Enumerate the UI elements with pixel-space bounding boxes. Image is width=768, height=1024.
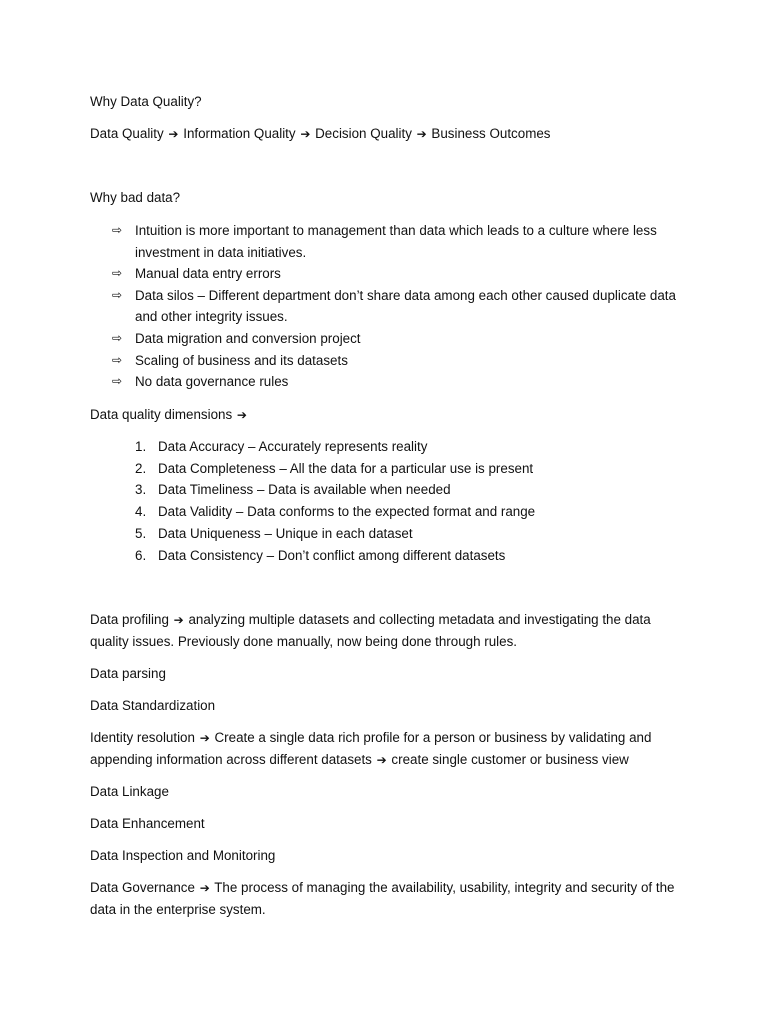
outlined-arrow-bullet-icon: ⇨ bbox=[112, 266, 123, 281]
data-enhancement-line: Data Enhancement bbox=[90, 816, 205, 831]
arrow-icon: ➔ bbox=[236, 408, 247, 422]
data-inspection-line: Data Inspection and Monitoring bbox=[90, 848, 276, 863]
list-item: 6. Data Consistency – Don’t conflict among different datasets bbox=[135, 547, 506, 563]
arrow-icon: ➔ bbox=[376, 753, 387, 767]
data-governance-term: Data Governance bbox=[90, 880, 195, 895]
list-item: 4. Data Validity – Data conforms to the expected format and range bbox=[135, 504, 536, 520]
arrow-icon: ➔ bbox=[173, 613, 184, 627]
outlined-arrow-bullet-icon: ⇨ bbox=[112, 287, 123, 302]
list-item: ⇨ Scaling of business and its datasets bbox=[90, 350, 690, 372]
arrow-icon: ➔ bbox=[300, 127, 311, 141]
identity-resolution-term: Identity resolution bbox=[90, 730, 195, 745]
flow-item-information-quality: Information Quality bbox=[183, 126, 296, 141]
list-item: 3. Data Timeliness – Data is available when needed bbox=[135, 482, 451, 498]
arrow-icon: ➔ bbox=[168, 127, 179, 141]
data-profiling-description: analyzing multiple datasets and collecting metadata and investigating the data quality issues. Previously done manually, now being done through rules. bbox=[90, 612, 651, 649]
list-item: ⇨ Manual data entry errors bbox=[90, 263, 690, 285]
flow-item-data-quality: Data Quality bbox=[90, 126, 164, 141]
data-governance-description: The process of managing the availability, usability, integrity and security of the data in the enterprise system. bbox=[90, 880, 675, 917]
outlined-arrow-bullet-icon: ⇨ bbox=[112, 374, 123, 389]
arrow-icon: ➔ bbox=[199, 881, 210, 895]
bad-data-reasons-list bbox=[90, 220, 690, 393]
data-profiling-term: Data profiling bbox=[90, 612, 169, 627]
heading-why-bad-data: Why bad data? bbox=[90, 190, 181, 205]
flow-item-decision-quality: Decision Quality bbox=[315, 126, 412, 141]
data-linkage-line: Data Linkage bbox=[90, 784, 169, 799]
outlined-arrow-bullet-icon: ⇨ bbox=[112, 330, 123, 345]
data-standardization-line: Data Standardization bbox=[90, 698, 216, 713]
identity-resolution-outcome: create single customer or business view bbox=[391, 752, 629, 767]
list-item: 1. Data Accuracy – Accurately represents reality bbox=[135, 439, 428, 454]
list-item: ⇨ Data migration and conversion project bbox=[90, 328, 690, 350]
identity-resolution-description: Create a single data rich profile for a person or business by validating and appending information across different datasets bbox=[90, 730, 652, 767]
heading-why-data-quality: Why Data Quality? bbox=[90, 94, 202, 109]
data-profiling-paragraph bbox=[90, 609, 690, 653]
data-governance-paragraph bbox=[90, 877, 690, 921]
dimensions-label: Data quality dimensions bbox=[90, 407, 233, 422]
dimensions-label-line bbox=[90, 404, 690, 426]
arrow-icon: ➔ bbox=[199, 731, 210, 745]
arrow-icon: ➔ bbox=[416, 127, 427, 141]
quality-flow-line bbox=[90, 123, 690, 145]
list-item: ⇨ Data silos – Different department don’t share data among each other caused duplicate data and other integrity issues. bbox=[90, 285, 690, 328]
data-parsing-line: Data parsing bbox=[90, 666, 166, 681]
identity-resolution-paragraph bbox=[90, 727, 690, 771]
dimensions-list bbox=[90, 436, 690, 566]
list-item: 5. Data Uniqueness – Unique in each dataset bbox=[135, 525, 413, 541]
outlined-arrow-bullet-icon: ⇨ bbox=[112, 223, 123, 237]
list-item: ⇨ No data governance rules bbox=[90, 371, 690, 393]
flow-item-business-outcomes: Business Outcomes bbox=[431, 126, 551, 141]
outlined-arrow-bullet-icon: ⇨ bbox=[112, 352, 123, 367]
list-item: ⇨ Intuition is more important to management than data which leads to a culture where less investment in data initiatives. bbox=[90, 220, 690, 263]
list-item: 2. Data Completeness – All the data for a particular use is present bbox=[135, 460, 534, 476]
